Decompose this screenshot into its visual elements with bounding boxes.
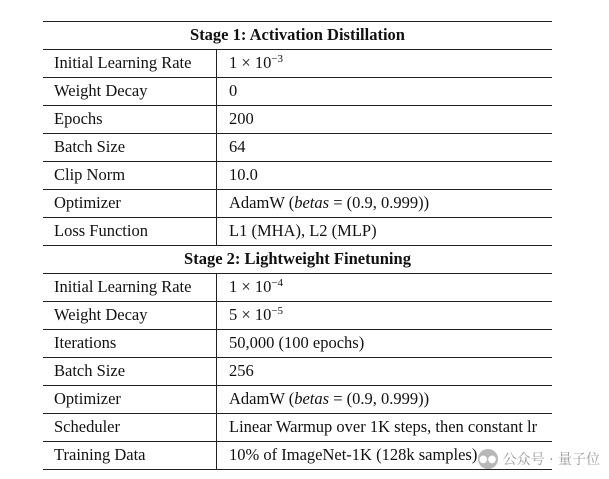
stage1-clip-value: 10.0 bbox=[217, 162, 553, 190]
stage1-lr-key: Initial Learning Rate bbox=[43, 50, 217, 78]
stage1-lr-value: $1 \times 10^{-3}$ bbox=[217, 50, 553, 78]
table-row bbox=[43, 358, 552, 386]
table-row bbox=[43, 134, 552, 162]
stage1-optimizer-value: AdamW (betas = (0.9, 0.999)) bbox=[217, 190, 553, 218]
table-row bbox=[43, 442, 552, 470]
stage2-iterations-key: Iterations bbox=[43, 330, 217, 358]
stage1-batch-key: Batch Size bbox=[43, 134, 217, 162]
stage2-wd-value: $5 \times 10^{-5}$ bbox=[217, 302, 553, 330]
table-row bbox=[43, 78, 552, 106]
stage2-batch-value: 256 bbox=[217, 358, 553, 386]
table-row bbox=[43, 190, 552, 218]
table-row bbox=[43, 330, 552, 358]
watermark-text: 公众号 · 量子位 bbox=[502, 452, 600, 468]
stage2-optimizer-value: AdamW (betas = (0.9, 0.999)) bbox=[217, 386, 553, 414]
table-row bbox=[43, 386, 552, 414]
hyperparameter-table bbox=[43, 21, 552, 470]
stage1-loss-value: L1 (MHA), L2 (MLP) bbox=[217, 218, 553, 246]
stage2-scheduler-value: Linear Warmup over 1K steps, then constant lr bbox=[217, 414, 553, 442]
table-row bbox=[43, 302, 552, 330]
stage1-clip-key: Clip Norm bbox=[43, 162, 217, 190]
stage1-epochs-value: 200 bbox=[217, 106, 553, 134]
table-row bbox=[43, 106, 552, 134]
stage1-loss-key: Loss Function bbox=[43, 218, 217, 246]
table-row bbox=[43, 414, 552, 442]
stage1-epochs-key: Epochs bbox=[43, 106, 217, 134]
wechat-icon: ●● bbox=[478, 449, 498, 469]
stage1-header-row bbox=[43, 22, 552, 50]
table-row bbox=[43, 218, 552, 246]
stage1-wd-key: Weight Decay bbox=[43, 78, 217, 106]
stage2-batch-key: Batch Size bbox=[43, 358, 217, 386]
table-row bbox=[43, 50, 552, 78]
watermark bbox=[478, 449, 600, 469]
stage2-header-row bbox=[43, 246, 552, 274]
stage2-title: Stage 2: Lightweight Finetuning bbox=[43, 246, 552, 274]
table-row bbox=[43, 162, 552, 190]
stage2-optimizer-key: Optimizer bbox=[43, 386, 217, 414]
stage2-data-value: 10% of ImageNet-1K (128k samples) bbox=[217, 442, 553, 470]
stage2-wd-key: Weight Decay bbox=[43, 302, 217, 330]
stage1-wd-value: 0 bbox=[217, 78, 553, 106]
stage2-data-key: Training Data bbox=[43, 442, 217, 470]
stage1-title: Stage 1: Activation Distillation bbox=[43, 22, 552, 50]
stage2-lr-value: $1 \times 10^{-4}$ bbox=[217, 274, 553, 302]
stage2-iterations-value: 50,000 (100 epochs) bbox=[217, 330, 553, 358]
stage2-scheduler-key: Scheduler bbox=[43, 414, 217, 442]
table-row bbox=[43, 274, 552, 302]
stage1-optimizer-key: Optimizer bbox=[43, 190, 217, 218]
stage1-batch-value: 64 bbox=[217, 134, 553, 162]
stage2-lr-key: Initial Learning Rate bbox=[43, 274, 217, 302]
